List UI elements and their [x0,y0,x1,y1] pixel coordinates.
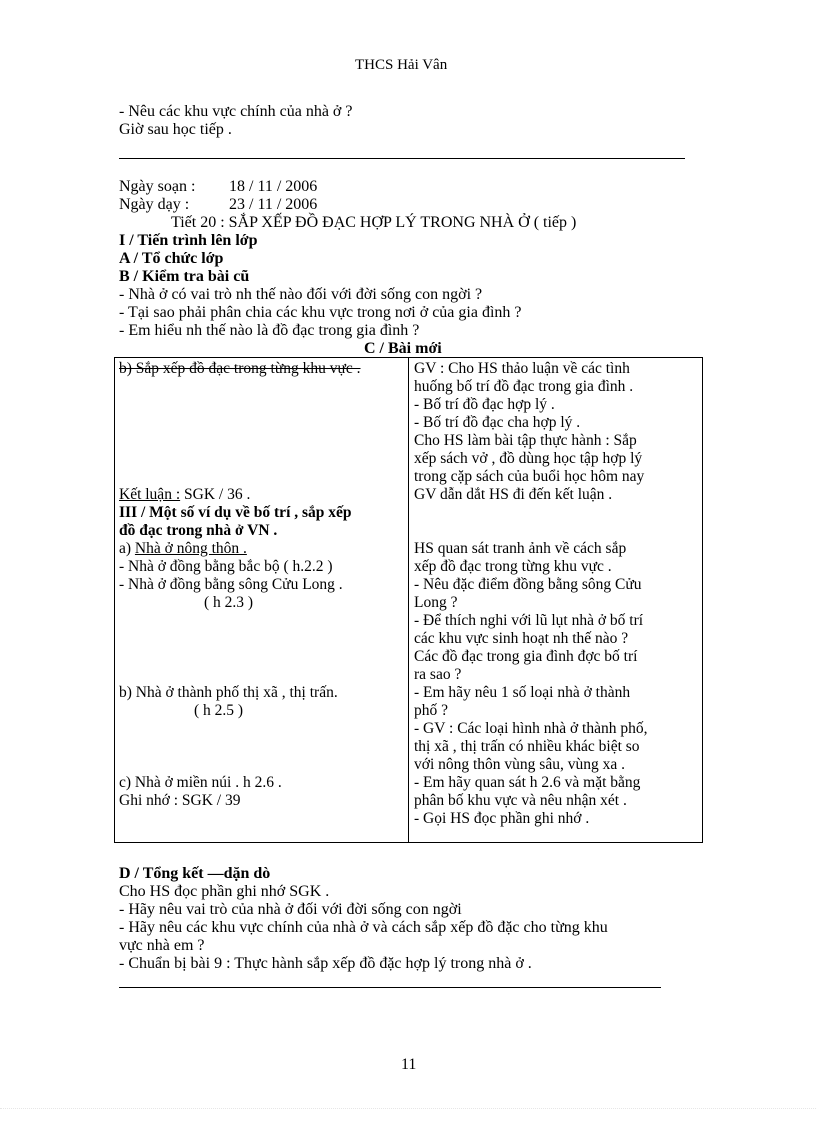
section-b: B / Kiểm tra bài cũ [119,268,250,285]
c-item-2: Ghi nhớ : SGK / 39 [119,792,241,809]
right-line-6: xếp sách vở , đồ dùng học tập hợp lý [414,450,643,467]
ketluan-line [119,486,361,504]
ketluan-label: Kết luận : [119,486,181,503]
section-a: A / Tổ chức lớp [119,250,224,267]
divider-top [119,158,685,159]
summary-line-3: - Hãy nêu các khu vực chính của nhà ở và cách sắp xếp đồ đặc cho từng khu [119,919,608,936]
b-heading: b) Sắp xếp đồ đạc trong từng khu vực . [119,360,361,377]
right-line-23: phân bố khu vực và nêu nhận xét . [414,792,627,809]
summary-line-4: vực nhà em ? [119,937,205,954]
right-line-4: - Bố trí đồ đạc cha hợp lý . [414,414,581,431]
ketluan-value: SGK / 36 . [180,486,251,503]
lesson-title: Tiết 20 : SẮP XẾP ĐỒ ĐẠC HỢP LÝ TRONG NHÀ Ở ( tiếp ) [171,214,577,231]
b-item-2: - Tại sao phải phân chia các khu vực trong nơi ở của gia đình ? [119,304,522,321]
right-line-1: GV : Cho HS thảo luận về các tình [414,360,630,377]
b2-ref: ( h 2.5 ) [194,702,244,719]
b-item-1: - Nhà ở có vai trò nh thế nào đối với đời sống con ngời ? [119,286,483,303]
left-column [119,360,361,810]
right-line-2: huống bố trí đồ đạc trong gia đình . [414,378,634,395]
right-line-7: trong cặp sách của buổi học hôm nay [414,468,645,485]
soan-label: Ngày soạn : [119,178,196,195]
right-line-24: - Gọi HS đọc phần ghi nhớ . [414,810,590,827]
right-line-14: các khu vực sinh hoạt nh thế nào ? [414,630,629,647]
a-heading: Nhà ở nông thôn . [134,540,247,557]
right-line-17: - Em hãy nêu 1 số loại nhà ở thành [414,684,631,701]
right-line-18: phố ? [414,702,449,719]
summary-line-2: - Hãy nêu vai trò của nhà ở đối với đời sống con ngời [119,901,462,918]
right-line-20: thị xã , thị trấn có nhiều khác biệt so [414,738,640,755]
day-value: 23 / 11 / 2006 [229,196,318,213]
page-edge [0,1108,816,1109]
prev-line-1: - Nêu các khu vực chính của nhà ở ? [119,103,353,120]
right-line-19: - GV : Các loại hình nhà ở thành phố, [414,720,648,737]
b-item-3: - Em hiểu nh thế nào là đồ đạc trong gia đình ? [119,322,420,339]
a-item-1: - Nhà ở đồng bằng bắc bộ ( h.2.2 ) [119,558,333,575]
iii-heading-2: đồ đạc trong nhà ở VN . [119,522,278,539]
summary-line-1: Cho HS đọc phần ghi nhớ SGK . [119,883,330,900]
summary-line-5: - Chuẩn bị bài 9 : Thực hành sắp xếp đồ đặc hợp lý trong nhà ở . [119,955,532,972]
right-line-10: xếp đồ đạc trong từng khu vực . [414,558,612,575]
right-column [414,360,647,828]
right-line-22: - Em hãy quan sát h 2.6 và mặt bằng [414,774,641,791]
day-label: Ngày dạy : [119,196,190,213]
divider-bottom [119,987,661,988]
b2-item: b) Nhà ở thành phố thị xã , thị trấn. [119,684,338,701]
a-item-2: - Nhà ở đồng bằng sông Cửu Long . [119,576,343,593]
school-header: THCS Hải Vân [355,57,448,73]
section-1: I / Tiến trình lên lớp [119,232,258,249]
a-heading-line [119,540,361,558]
iii-heading-1: III / Một số ví dụ về bố trí , sắp xếp [119,504,352,521]
right-line-15: Các đồ đạc trong gia đình đợc bố trí [414,648,638,665]
right-line-12: Long ? [414,594,458,611]
right-line-9: HS quan sát tranh ảnh về cách sắp [414,540,627,557]
c-item-1: c) Nhà ở miền núi . h 2.6 . [119,774,282,791]
a-item-3: ( h 2.3 ) [204,594,254,611]
right-line-3: - Bố trí đồ đạc hợp lý . [414,396,555,413]
section-c: C / Bài mới [364,340,442,357]
right-line-11: - Nêu đặc điểm đồng bằng sông Cửu [414,576,642,593]
a-prefix: a) [119,540,135,557]
soan-value: 18 / 11 / 2006 [229,178,318,195]
page-number: 11 [401,1056,417,1073]
right-line-16: ra sao ? [414,666,462,683]
summary-heading: D / Tổng kết —dặn dò [119,865,271,882]
right-line-21: với nông thôn vùng sâu, vùng xa . [414,756,625,773]
prev-line-2: Giờ sau học tiếp . [119,121,232,138]
table-divider [408,357,409,843]
right-line-8: GV dẫn dắt HS đi đến kết luận . [414,486,613,503]
right-line-13: - Để thích nghi với lũ lụt nhà ở bố trí [414,612,644,629]
right-line-5: Cho HS làm bài tập thực hành : Sắp [414,432,637,449]
